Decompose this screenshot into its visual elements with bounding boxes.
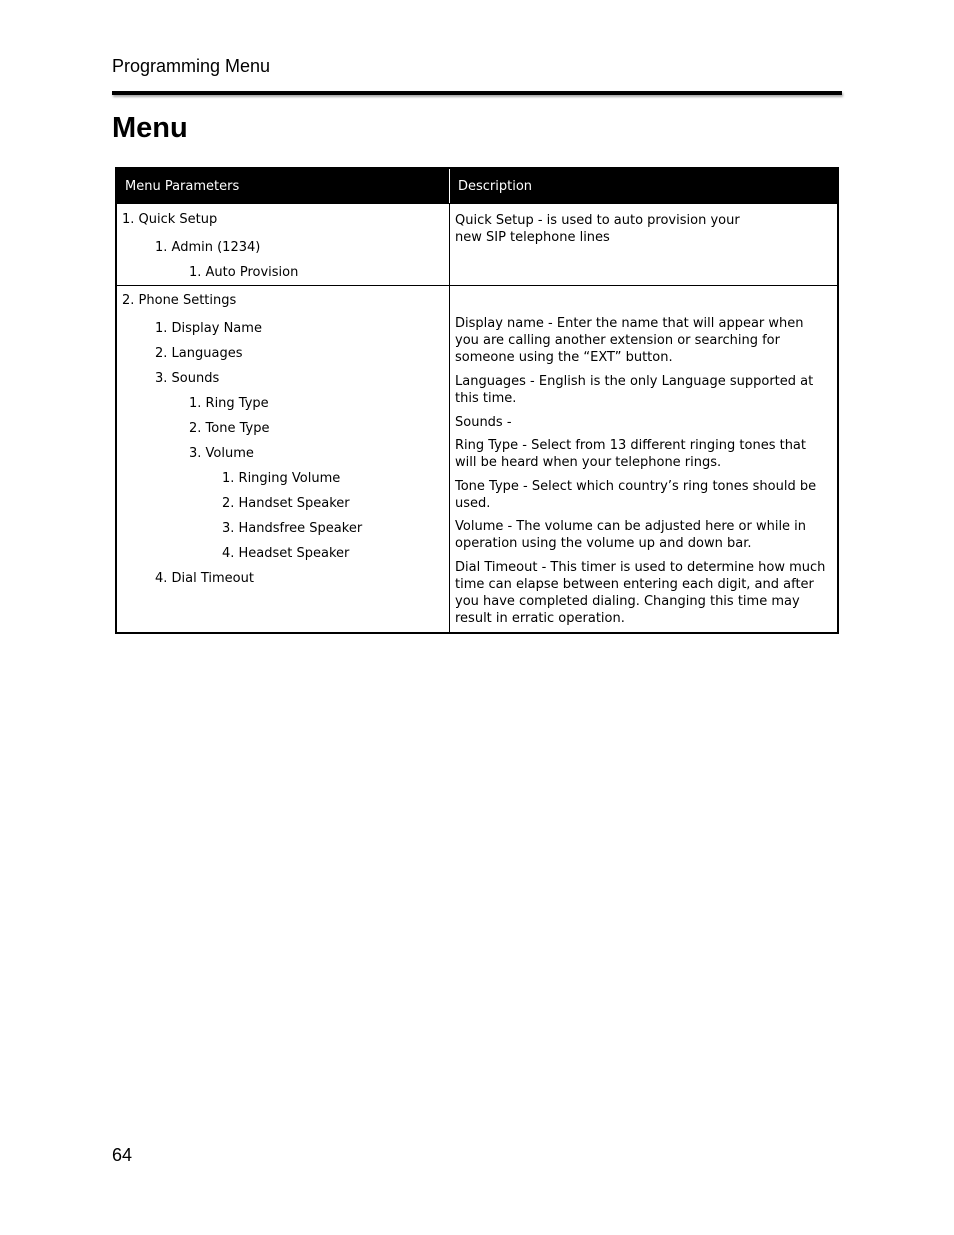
column-header-description: Description bbox=[458, 178, 533, 194]
page-number: 64 bbox=[112, 1145, 133, 1165]
description-text: Quick Setup - is used to auto provision your new SIP telephone lines bbox=[455, 213, 740, 245]
menu-table bbox=[115, 167, 839, 634]
description-cell bbox=[450, 204, 837, 285]
page-title: Menu bbox=[112, 112, 188, 144]
menu-item: 1. Ringing Volume bbox=[222, 471, 341, 486]
running-header: Programming Menu bbox=[112, 56, 271, 76]
menu-item: 3. Handsfree Speaker bbox=[222, 521, 363, 536]
menu-parameters-cell bbox=[117, 204, 450, 285]
menu-item: 2. Languages bbox=[155, 346, 243, 361]
menu-item: 3. Sounds bbox=[155, 371, 220, 386]
menu-item: 4. Headset Speaker bbox=[222, 546, 350, 561]
table-header bbox=[117, 169, 837, 203]
description-text: Ring Type - Select from 13 different ringing tones that will be heard when your telephone rings. bbox=[455, 438, 806, 470]
menu-item: 2. Tone Type bbox=[189, 421, 270, 436]
menu-item: 1. Quick Setup bbox=[122, 212, 218, 227]
description-text: Languages - English is the only Language supported at this time. bbox=[455, 374, 814, 406]
menu-item: 1. Auto Provision bbox=[189, 265, 299, 280]
table-row bbox=[117, 203, 837, 285]
menu-item: 2. Handset Speaker bbox=[222, 496, 350, 511]
column-header-menu-parameters: Menu Parameters bbox=[117, 169, 450, 203]
menu-item: 3. Volume bbox=[189, 446, 254, 461]
description-cell bbox=[450, 286, 837, 632]
description-text: Sounds - bbox=[455, 415, 512, 430]
description-text: Volume - The volume can be adjusted here or while in operation using the volume up and down bar. bbox=[455, 519, 807, 551]
header-rule bbox=[112, 91, 842, 95]
menu-item: 1. Admin (1234) bbox=[155, 240, 261, 255]
menu-item: 2. Phone Settings bbox=[122, 293, 237, 308]
menu-item: 1. Ring Type bbox=[189, 396, 269, 411]
menu-parameters-cell bbox=[117, 286, 450, 632]
table-row bbox=[117, 285, 837, 632]
description-text: Dial Timeout - This timer is used to determine how much time can elapse between entering each digit, and after you have completed dialing. Changing this time may result in erratic operation. bbox=[455, 560, 826, 626]
menu-item: 4. Dial Timeout bbox=[155, 571, 254, 586]
menu-item: 1. Display Name bbox=[155, 321, 262, 336]
description-text: Display name - Enter the name that will appear when you are calling another extension or searching for someone using the “EXT” button. bbox=[455, 316, 804, 365]
description-text: Tone Type - Select which country’s ring tones should be used. bbox=[455, 479, 817, 511]
